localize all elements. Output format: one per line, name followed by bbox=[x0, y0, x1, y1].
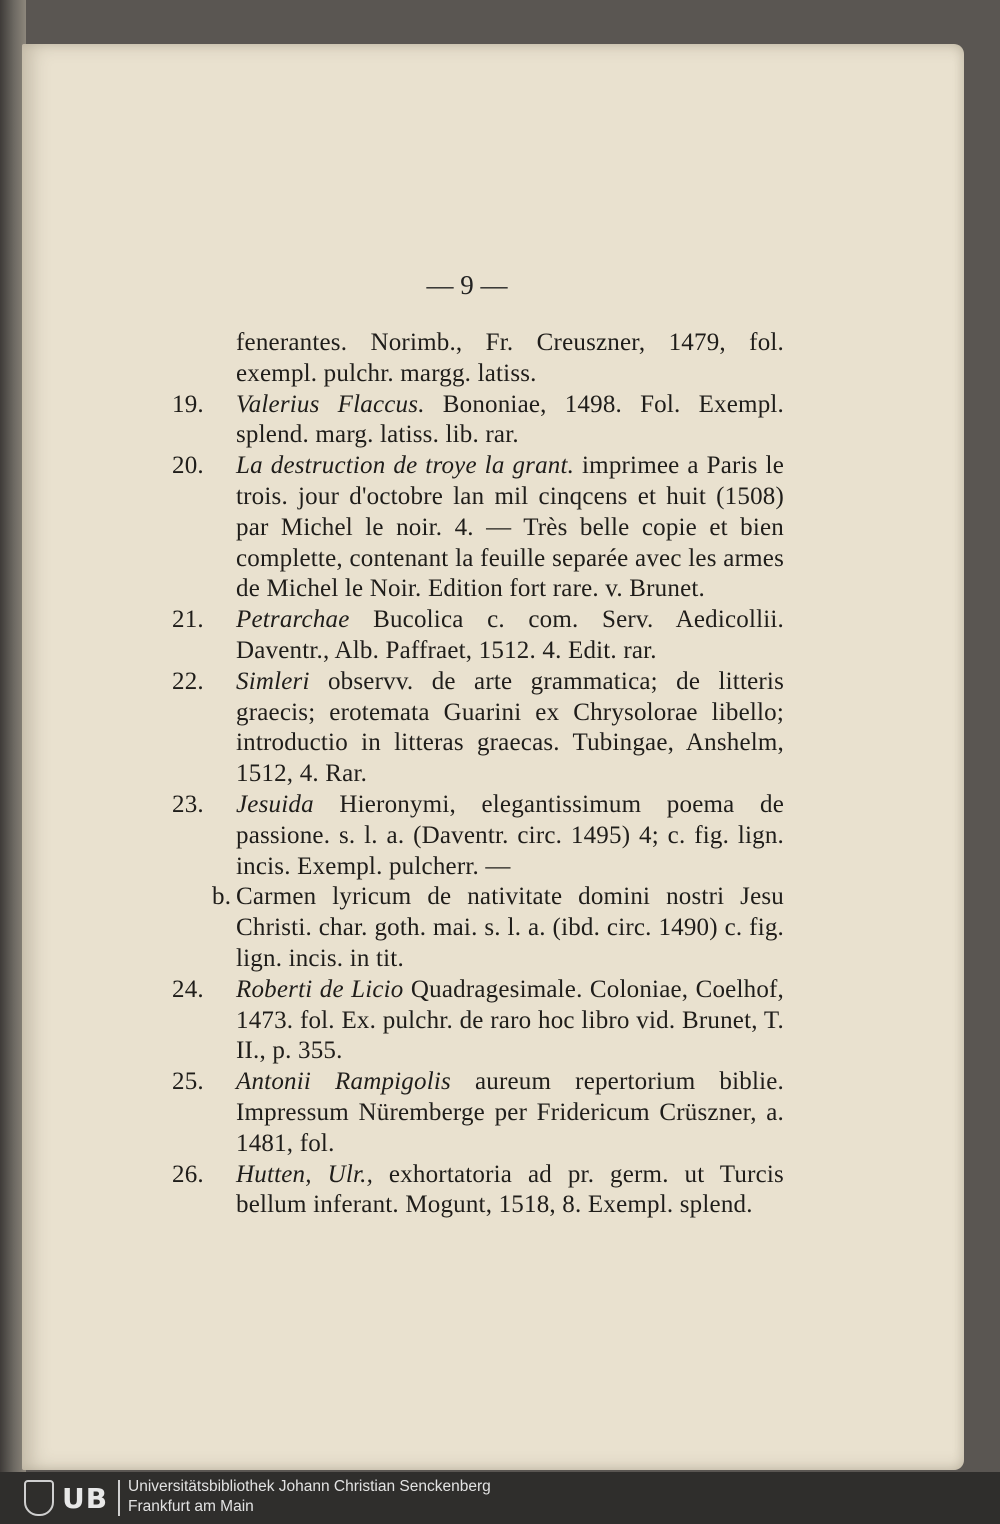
entry-title: Petrarchae bbox=[236, 606, 350, 634]
footer-divider bbox=[118, 1480, 120, 1516]
entry-number: 20. bbox=[172, 452, 204, 480]
entry-title: La destruction de troye la grant. bbox=[236, 452, 575, 480]
entry-number: 26. bbox=[172, 1160, 204, 1188]
entry-21 bbox=[172, 605, 784, 667]
entry-title: Valerius Flaccus. bbox=[236, 390, 425, 418]
entry-title: Hutten, Ulr., bbox=[236, 1160, 374, 1188]
library-footer bbox=[0, 1472, 1000, 1524]
entry-number: 23. bbox=[172, 790, 204, 818]
library-location: Frankfurt am Main bbox=[128, 1498, 254, 1515]
library-logo bbox=[24, 1480, 118, 1518]
catalog-entries bbox=[172, 328, 784, 1221]
entry-19 bbox=[172, 390, 784, 452]
crest-icon bbox=[24, 1480, 54, 1516]
entry-number: 22. bbox=[172, 667, 204, 695]
entry-24 bbox=[172, 975, 784, 1067]
entry-text: Quadragesimale. Coloniae, Coelhof, 1473. fol. Ex. pulchr. de raro hoc libro vid. Brunet, T. II., p. 355. bbox=[236, 975, 784, 1065]
library-name: Universitätsbibliothek Johann Christian Senckenberg bbox=[128, 1478, 491, 1495]
entry-26 bbox=[172, 1160, 784, 1222]
entry-text: Bononiae, 1498. Fol. Exempl. splend. marg. latiss. lib. rar. bbox=[236, 390, 784, 449]
entry-23b bbox=[172, 882, 784, 974]
book-page bbox=[22, 44, 964, 1470]
entry-text: Bucolica c. com. Serv. Aedicollii. Daventr., Alb. Paffraet, 1512. 4. Edit. rar. bbox=[236, 606, 784, 664]
entry-text: aureum repertorium biblie. Impressum Nüremberge per Fridericum Crüszner, a. 1481, fol. bbox=[236, 1068, 784, 1157]
entry-title: Antonii Rampigolis bbox=[236, 1068, 451, 1096]
logo-text: UB bbox=[62, 1482, 109, 1515]
entry-title: Roberti de Licio bbox=[236, 975, 404, 1003]
entry-title: Jesuida bbox=[236, 790, 314, 818]
page-number: — 9 — bbox=[426, 270, 508, 300]
entry-continuation bbox=[172, 328, 784, 390]
entry-number: 25. bbox=[172, 1068, 204, 1096]
entry-text: exhortatoria ad pr. germ. ut Turcis bellum inferant. Mogunt, 1518, 8. Exempl. splend. bbox=[236, 1160, 784, 1219]
entry-text: observv. de arte grammatica; de litteris graecis; erotemata Guarini ex Chrysolorae libello; introductio in litteras graecas. Tubingae, Anshelm, 1512, 4. Rar. bbox=[236, 667, 784, 788]
entry-title: Simleri bbox=[236, 667, 310, 695]
sub-entry-marker: b. bbox=[212, 883, 232, 911]
entry-text: Hieronymi, elegantissimum poema de passione. s. l. a. (Daventr. circ. 1495) 4; c. fig. lign. incis. Exempl. pulcherr. — bbox=[236, 790, 784, 880]
entry-text: fenerantes. Norimb., Fr. Creuszner, 1479, fol. exempl. pulchr. margg. latiss. bbox=[236, 329, 784, 387]
entry-number: 21. bbox=[172, 606, 204, 634]
entry-20 bbox=[172, 451, 784, 605]
entry-23 bbox=[172, 790, 784, 882]
entry-number: 24. bbox=[172, 975, 204, 1003]
entry-22 bbox=[172, 667, 784, 790]
entry-text: Carmen lyricum de nativitate domini nostri Jesu Christi. char. goth. mai. s. l. a. (ibd. circ. 1490) c. fig. lign. incis. in tit. bbox=[236, 883, 784, 972]
entry-text: imprimee a Paris le trois. jour d'octobre lan mil cinqcens et huit (1508) par Michel le noir. 4. — Très belle copie et bien complette, contenant la feuille separée avec les armes de Michel le Noir. Edition fort rare. v. Brunet. bbox=[236, 452, 784, 603]
entry-25 bbox=[172, 1067, 784, 1159]
entry-number: 19. bbox=[172, 390, 204, 418]
